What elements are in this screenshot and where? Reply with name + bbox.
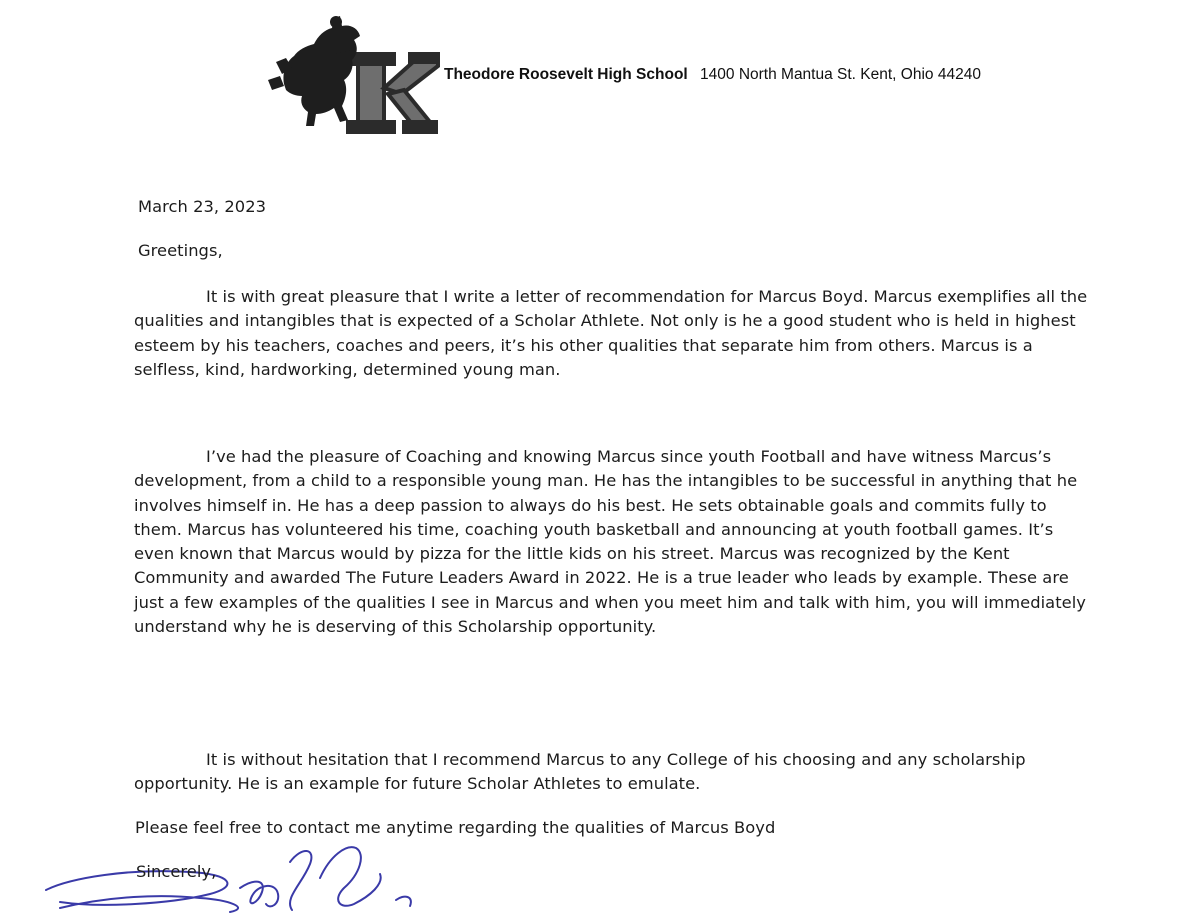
letter-paragraph-1: It is with great pleasure that I write a letter of recommendation for Marcus Boyd. Marcus exemplifies all the qualities and intangibles that is expected of a Scholar Athlete. Not only is he a good student who is held in highest esteem by his teachers, coaches and peers, it’s his other qualities that separate him from others. Marcus is a selfless, kind, hardworking, determined young man.: [134, 287, 1088, 379]
school-name: Theodore Roosevelt High School: [444, 66, 688, 83]
letter-paragraph-2: I’ve had the pleasure of Coaching and knowing Marcus since youth Football and have witness Marcus’s development, from a child to a responsible young man. He has the intangibles to be successful in anything that he involves himself in. He has a deep passion to always do his best. He sets obtainable goals and commits fully to them. Marcus has volunteered his time, coaching youth basketball and announcing at youth football games. It’s even known that Marcus would by pizza for the little kids on his street. Marcus was recognized by the Kent Community and awarded The Future Leaders Award in 2022. He is a true leader who leads by example. These are just a few examples of the qualities I see in Marcus and when you meet him and talk with him, you will immediately understand why he is deserving of this Scholarship opportunity.: [134, 447, 1086, 637]
letter-paragraph-3: It is without hesitation that I recommend Marcus to any College of his choosing and any scholarship opportunity. He is an example for future Scholar Athletes to emulate.: [134, 750, 1026, 794]
letterhead-line: [444, 66, 981, 84]
k-letter-mark: [346, 52, 440, 134]
letter-greeting: Greetings,: [138, 241, 223, 260]
school-logo-icon: [262, 10, 440, 138]
contact-line: Please feel free to contact me anytime regarding the qualities of Marcus Boyd: [135, 818, 776, 837]
horse-rider-silhouette: [268, 16, 360, 126]
school-address: 1400 North Mantua St. Kent, Ohio 44240: [700, 66, 981, 83]
handwritten-signature: [40, 838, 440, 913]
sign-off: Sincerely,: [136, 862, 217, 881]
letter-date: March 23, 2023: [138, 197, 267, 216]
